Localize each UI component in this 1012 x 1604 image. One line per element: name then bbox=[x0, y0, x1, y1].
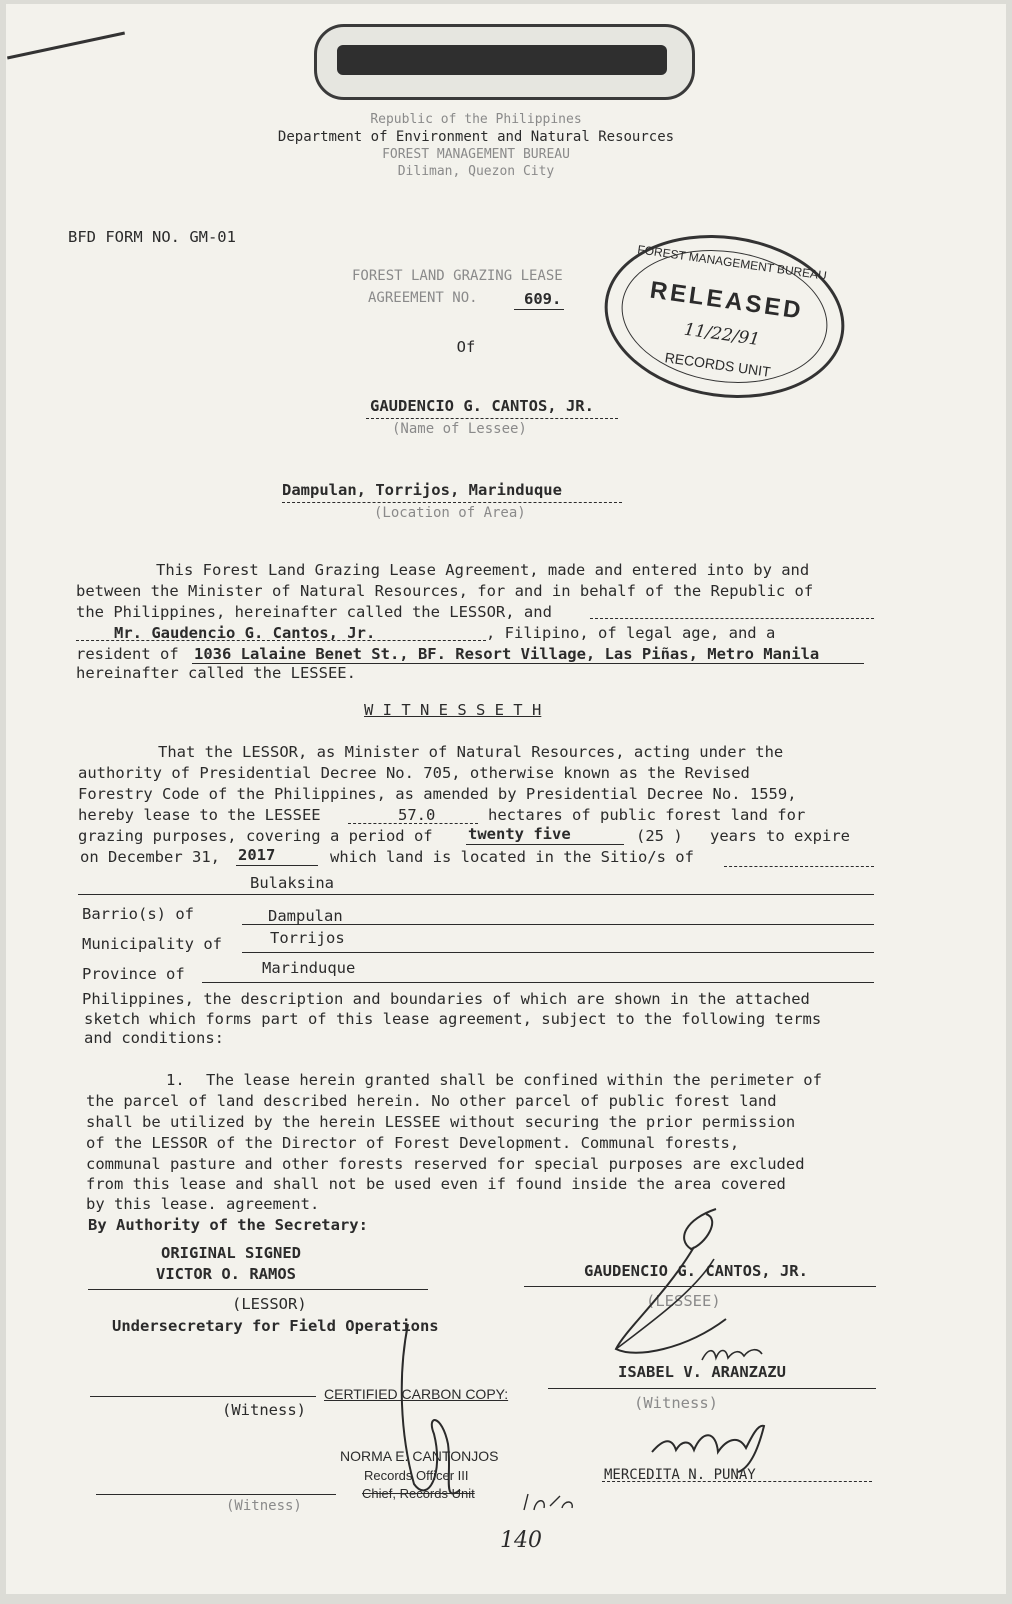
witness-bottom-caption: (Witness) bbox=[226, 1498, 302, 1514]
authority-line: By Authority of the Secretary: bbox=[88, 1216, 368, 1234]
body-line6a: on December 31, bbox=[80, 848, 220, 866]
witness-bottom-right-name: MERCEDITA N. PUNAY bbox=[604, 1467, 756, 1483]
intro-line1: This Forest Land Grazing Lease Agreement, made and entered into by and bbox=[156, 561, 810, 579]
body-line1: That the LESSOR, as Minister of Natural Resources, acting under the bbox=[158, 743, 784, 761]
body-line4b: hectares of public forest land for bbox=[488, 806, 806, 824]
lessor-title: Undersecretary for Field Operations bbox=[112, 1317, 439, 1335]
province-value: Marinduque bbox=[262, 959, 356, 977]
witness-bottom-signature-icon bbox=[646, 1420, 776, 1480]
condition1-line7: by this lease. agreement. bbox=[86, 1195, 320, 1213]
document-page bbox=[6, 4, 1006, 1594]
location-heading: Dampulan, Torrijos, Marinduque bbox=[282, 481, 562, 499]
stamp-bottom-text: RECORDS UNIT bbox=[663, 349, 772, 380]
lessee-signature-name: GAUDENCIO G. CANTOS, JR. bbox=[584, 1262, 808, 1280]
condition1-line3: shall be utilized by the herein LESSEE without securing the prior permission bbox=[86, 1113, 796, 1131]
body-line12: and conditions: bbox=[84, 1029, 224, 1047]
condition1-line2: the parcel of land described herein. No other parcel of public forest land bbox=[86, 1092, 777, 1110]
released-stamp bbox=[594, 220, 855, 413]
header-department: Department of Environment and Natural Resources bbox=[277, 129, 675, 145]
intro-line2: between the Minister of Natural Resources, for and in behalf of the Republic of bbox=[76, 582, 814, 600]
body-line4a: hereby lease to the LESSEE bbox=[78, 806, 321, 824]
body-line3: Forestry Code of the Philippines, as amended by Presidential Decree No. 1559, bbox=[78, 785, 797, 803]
location-caption: (Location of Area) bbox=[374, 505, 526, 521]
lessee-address: 1036 Lalaine Benet St., BF. Resort Village, Las Piñas, Metro Manila bbox=[194, 645, 820, 663]
initial-date-icon bbox=[520, 1488, 580, 1516]
condition1-line1: The lease herein granted shall be confined within the perimeter of bbox=[206, 1071, 822, 1089]
municipality-value: Torrijos bbox=[270, 929, 345, 947]
municipality-label: Municipality of bbox=[82, 935, 222, 953]
lessee-name-caption: (Name of Lessee) bbox=[392, 421, 527, 437]
certified-carbon-copy: CERTIFIED CARBON COPY: bbox=[324, 1386, 509, 1402]
condition1-line4: of the LESSOR of the Director of Forest Development. Communal forests, bbox=[86, 1134, 740, 1152]
lessee-name-heading: GAUDENCIO G. CANTOS, JR. bbox=[370, 397, 594, 415]
lessor-caption: (LESSOR) bbox=[232, 1295, 307, 1313]
intro-line3: the Philippines, hereinafter called the LESSOR, and bbox=[76, 603, 552, 621]
condition1-line6: from this lease and shall not be used even if found inside the area covered bbox=[86, 1175, 786, 1193]
agreement-number: 609. bbox=[524, 290, 562, 308]
stamp-date: 11/22/91 bbox=[682, 319, 762, 351]
title-line2: AGREEMENT NO. bbox=[368, 290, 478, 306]
initials-signature-icon bbox=[698, 1342, 768, 1366]
records-officer-signature-icon bbox=[394, 1314, 474, 1514]
stamp-released-text: RELEASED bbox=[648, 276, 806, 325]
province-label: Province of bbox=[82, 965, 185, 983]
header-bureau: FOREST MANAGEMENT BUREAU bbox=[382, 147, 570, 162]
header-address: Diliman, Quezon City bbox=[397, 164, 555, 179]
witness-right-name: ISABEL V. ARANZAZU bbox=[618, 1363, 786, 1381]
intro-lessee-fill: Mr. Gaudencio G. Cantos, Jr. bbox=[114, 624, 376, 642]
records-officer-title: Records Officer III bbox=[364, 1468, 469, 1483]
sitio-value: Bulaksina bbox=[250, 874, 334, 892]
records-officer-name: NORMA E. CANTONJOS bbox=[340, 1448, 499, 1464]
condition1-line5: communal pasture and other forests reserved for special purposes are excluded bbox=[86, 1155, 805, 1173]
witness-right-caption: (Witness) bbox=[634, 1394, 718, 1412]
pen-mark bbox=[7, 32, 125, 60]
lessee-caption: (LESSEE) bbox=[646, 1292, 721, 1310]
witness-left-caption: (Witness) bbox=[222, 1401, 306, 1419]
lessor-name: VICTOR O. RAMOS bbox=[156, 1265, 296, 1283]
body-line6b: which land is located in the Sitio/s of bbox=[330, 848, 694, 866]
binder-clip bbox=[314, 24, 695, 100]
body-line11: sketch which forms part of this lease agreement, subject to the following terms bbox=[84, 1010, 822, 1028]
body-line5b: years to expire bbox=[710, 827, 850, 845]
expire-year: 2017 bbox=[238, 846, 276, 864]
barrio-label: Barrio(s) of bbox=[82, 905, 194, 923]
condition1-number: 1. bbox=[166, 1071, 185, 1089]
intro-line4-rest: , Filipino, of legal age, and a bbox=[486, 624, 776, 642]
title-of: Of bbox=[456, 338, 476, 356]
hectares-value: 57.0 bbox=[398, 806, 436, 824]
barrio-value: Dampulan bbox=[268, 907, 343, 925]
witnesseth-heading: W I T N E S S E T H bbox=[364, 701, 542, 719]
header-republic: Republic of the Philippines bbox=[370, 112, 582, 127]
body-line10: Philippines, the description and boundaries of which are shown in the attached bbox=[82, 990, 810, 1008]
original-signed: ORIGINAL SIGNED bbox=[161, 1244, 301, 1262]
page-number: 140 bbox=[500, 1528, 542, 1553]
stamp-top-text: FOREST MANAGEMENT BUREAU bbox=[636, 242, 828, 283]
form-number: BFD FORM NO. GM-01 bbox=[68, 228, 236, 246]
intro-line6: hereinafter called the LESSEE. bbox=[76, 664, 356, 682]
title-line1: FOREST LAND GRAZING LEASE bbox=[352, 268, 563, 284]
period-words: twenty five bbox=[468, 825, 571, 843]
body-line5a: grazing purposes, covering a period of bbox=[78, 827, 433, 845]
resident-label: resident of bbox=[76, 645, 179, 663]
records-unit-title: Chief, Records Unit bbox=[362, 1486, 475, 1501]
body-line2: authority of Presidential Decree No. 705, otherwise known as the Revised bbox=[78, 764, 750, 782]
period-number: (25 ) bbox=[636, 827, 683, 845]
